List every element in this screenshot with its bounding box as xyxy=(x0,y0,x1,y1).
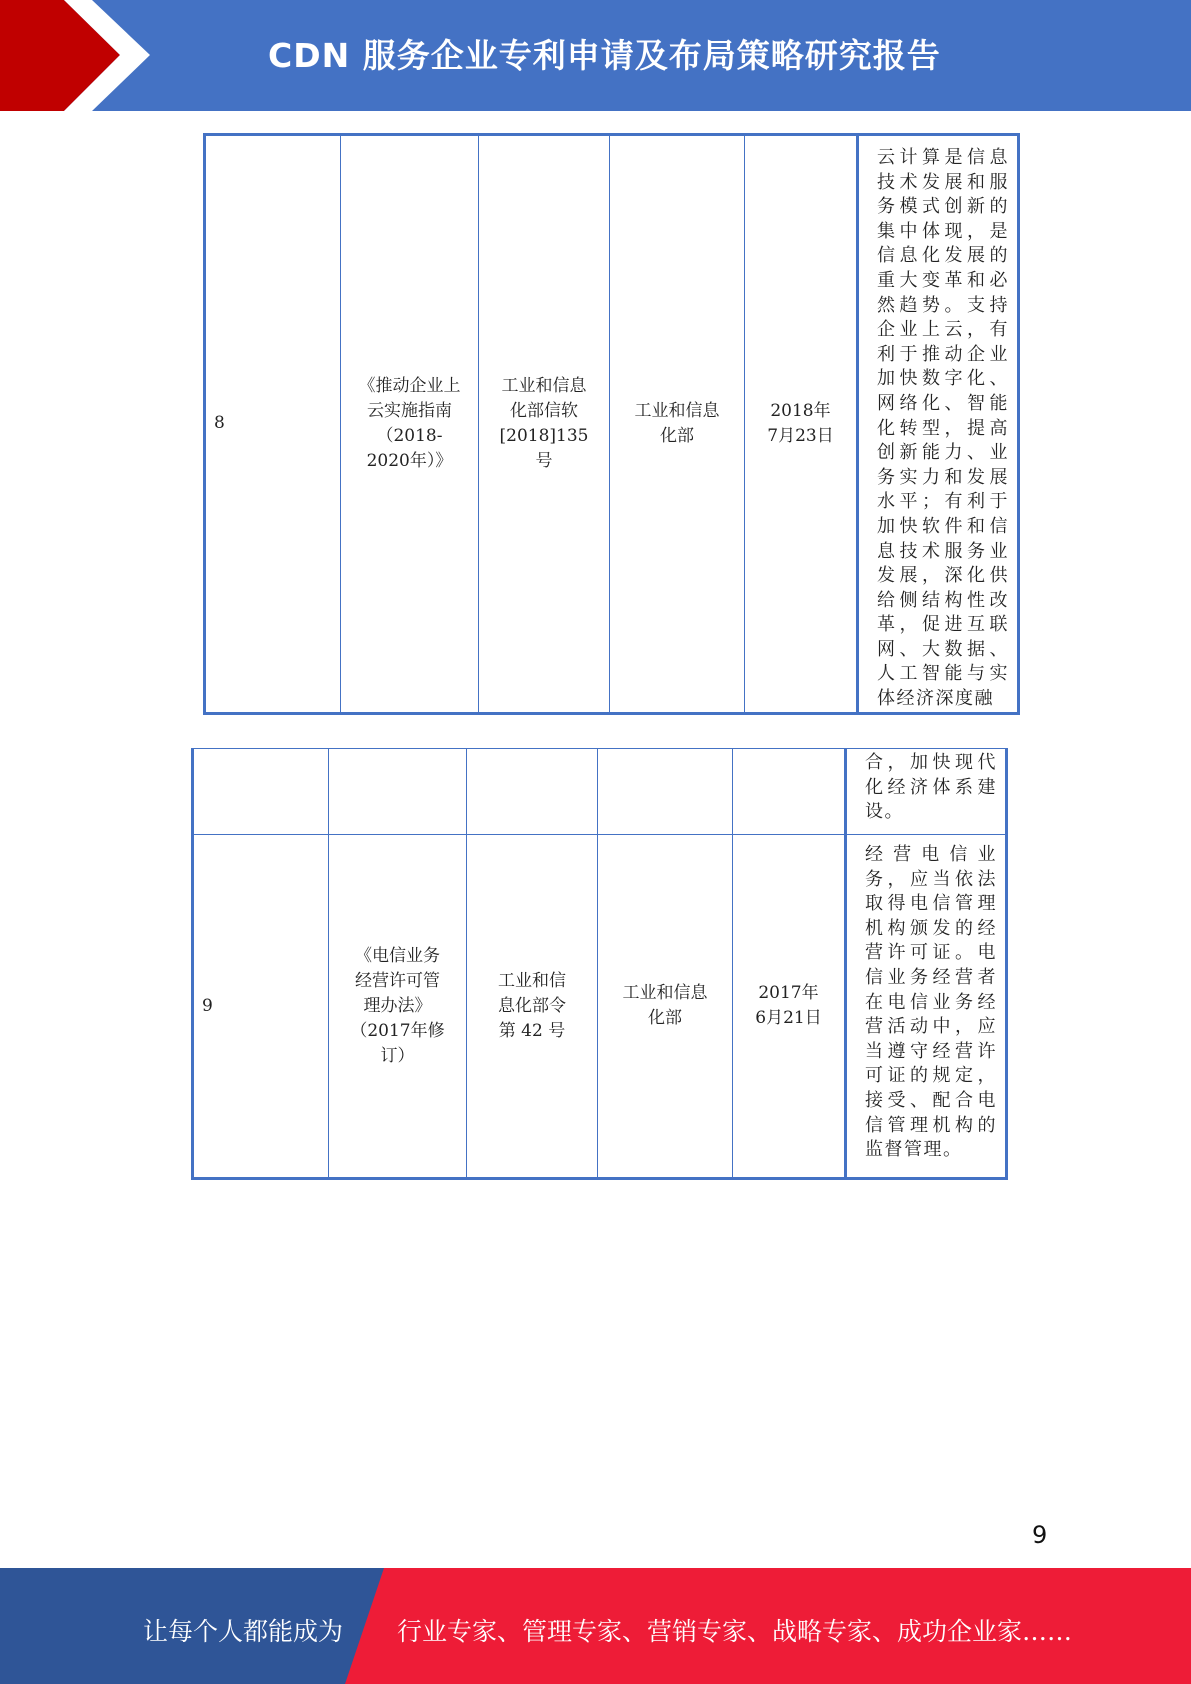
page-header xyxy=(0,0,1191,111)
issue-date: 2018年7月23日 xyxy=(745,135,858,714)
footer-slogan-left: 让每个人都能成为 xyxy=(143,1617,344,1646)
document-number: 工业和信息化部信软[2018]135号 xyxy=(479,135,610,714)
policy-name: 《推动企业上云实施指南（2018-2020年）》 xyxy=(341,135,479,714)
issuing-authority: 工业和信息化部 xyxy=(610,135,745,714)
table-row xyxy=(205,135,1019,714)
issuing-authority: 工业和信息化部 xyxy=(598,835,733,1179)
issue-date: 2017年6月21日 xyxy=(733,835,846,1179)
policy-name: 《电信业务经营许可管理办法》（2017年修订） xyxy=(329,835,467,1179)
policy-description: 云计算是信息技术发展和服务模式创新的集中体现，是信息化发展的重大变革和必然趋势。支持企业上云，有利于推动企业加快数字化、网络化、智能化转型，提高创新能力、业务实力和发展水平；有利于加快软件和信息技术服务业发展，深化供给侧结构性改革，促进互联网、大数据、人工智能与实体经济深度融 xyxy=(858,135,1019,714)
document-number: 工业和信息化部令第 42 号 xyxy=(467,835,598,1179)
footer-slogan-right: 行业专家、管理专家、营销专家、战略专家、成功企业家…… xyxy=(397,1617,1073,1646)
policy-description-continued: 合，加快现代化经济体系建设。 xyxy=(846,749,1007,835)
policy-description: 经营电信业务，应当依法取得电信管理机构颁发的经营许可证。电信业务经营者在电信业务经营活动中，应当遵守经营许可证的规定，接受、配合电信管理机构的监督管理。 xyxy=(846,835,1007,1179)
table-row xyxy=(193,749,1007,835)
document-title: CDN 服务企业专利申请及布局策略研究报告 xyxy=(268,36,941,75)
row-number: 9 xyxy=(193,835,329,1179)
policy-table-part-1 xyxy=(203,133,1020,715)
page-footer xyxy=(0,1568,1191,1684)
page-number: 9 xyxy=(1032,1521,1048,1549)
row-number: 8 xyxy=(205,135,341,714)
policy-table-part-2 xyxy=(191,748,1008,1180)
table-row xyxy=(193,835,1007,1179)
header-red-chevron xyxy=(0,0,150,111)
